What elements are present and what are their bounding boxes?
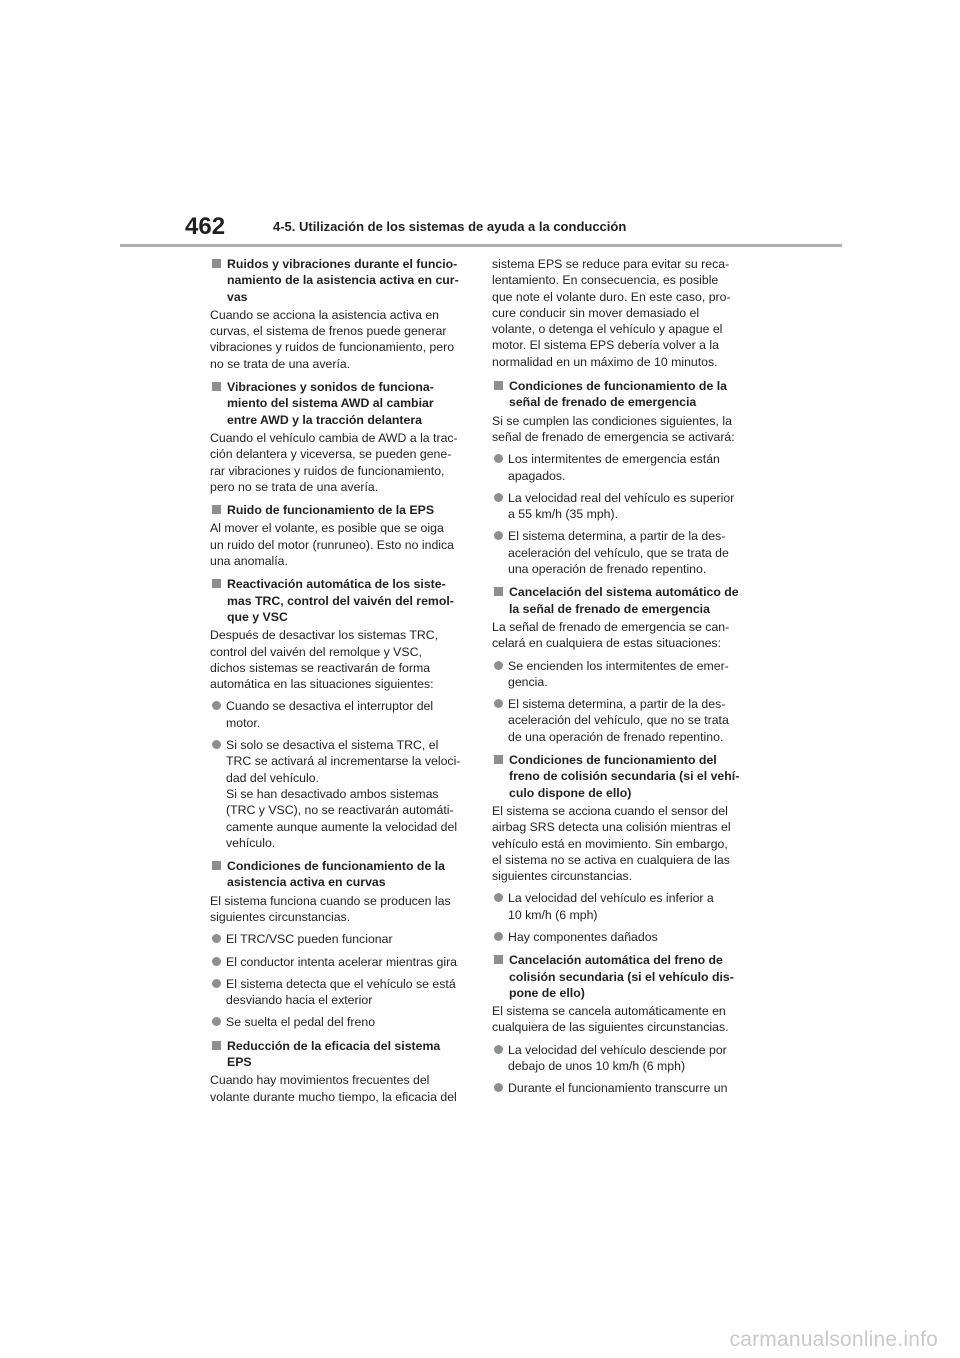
circle-bullet-icon (494, 893, 503, 902)
section (492, 584, 754, 745)
circle-bullet-icon (494, 454, 503, 463)
list-item-text: Se encienden los intermitentes de emer- gencia. (508, 658, 729, 689)
section-heading (210, 576, 470, 625)
circle-bullet-icon (212, 934, 221, 943)
section (492, 378, 754, 577)
section-heading (492, 952, 754, 1001)
section (492, 952, 754, 1096)
left-column (210, 256, 470, 1112)
circle-bullet-icon (494, 1045, 503, 1054)
section-heading-text: Ruido de funcionamiento de la EPS (227, 503, 435, 518)
list-item (210, 931, 470, 947)
section-body: Al mover el volante, es posible que se oiga un ruido del motor (runruneo). Esto no indica una anomalía. (210, 521, 455, 569)
circle-bullet-icon (212, 979, 221, 988)
section (210, 379, 470, 495)
section-body: Cuando el vehículo cambia de AWD a la trac- ción delantera y viceversa, se pueden gene- rar vibraciones y ruidos de funcionamiento, pero no se trata de una avería. (210, 430, 458, 494)
list-item (210, 737, 470, 851)
page-number: 462 (185, 213, 226, 240)
section-body: El sistema se cancela automáticamente en cualquiera de las siguientes circunstancias. (492, 1004, 729, 1035)
circle-bullet-icon (212, 957, 221, 966)
section-heading (210, 379, 470, 428)
list-item (210, 954, 470, 970)
list-item-text: El sistema determina, a partir de la des- aceleración del vehículo, que no se trata de una operación de frenado repentino. (508, 697, 729, 744)
list-item-text: La velocidad del vehículo desciende por debajo de unos 10 km/h (6 mph) (508, 1042, 727, 1074)
section-body: Después de desactivar los sistemas TRC, control del vaivén del remolque y VSC, dichos sistemas se reactivarán de forma automática en las situaciones siguientes: (210, 628, 439, 692)
square-bullet-icon (212, 1041, 221, 1050)
section-body: El sistema funciona cuando se producen las siguientes circunstancias. (210, 893, 451, 924)
list-item (492, 528, 754, 577)
square-bullet-icon (494, 755, 503, 764)
section-heading (210, 502, 470, 518)
square-bullet-icon (494, 955, 503, 964)
right-sections (492, 378, 754, 1097)
list-item (210, 976, 470, 1009)
section-heading (492, 378, 754, 411)
list-item (492, 1042, 754, 1075)
section-heading-text: Reducción de la eficacia del sistema EPS (227, 1038, 441, 1070)
list-item-text: Los intermitentes de emergencia están apagados. (508, 452, 720, 483)
list-item-text: La velocidad real del vehículo es superior a 55 km/h (35 mph). (508, 490, 735, 522)
list-item-text: Si solo se desactiva el sistema TRC, el TRC se activará al incrementarse la veloci- dad del vehículo. Si se han desactivado ambos sistemas (TRC y VSC), no se reactivarán automáti- camente aunque aumente la velocidad del vehículo. (226, 738, 461, 850)
section (210, 502, 470, 569)
section-heading-text: Vibraciones y sonidos de funciona- miento del sistema AWD al cambiar entre AWD y la tracción delantera (227, 380, 434, 427)
section-heading-text: Reactivación automática de los siste- mas TRC, control del vaivén del remol- que y VSC (227, 577, 454, 624)
section-heading-text: Condiciones de funcionamiento del freno de colisión secundaria (si el vehí- culo dispone de ello) (509, 753, 740, 800)
list-item (492, 696, 754, 745)
list-item (492, 929, 754, 945)
right-column (492, 256, 754, 1104)
section-body: El sistema se acciona cuando el sensor del airbag SRS detecta una colisión mientras el vehículo está en movimiento. Sin embargo, el sistema no se activa en cualquiera de las siguientes circunstancias. (492, 803, 731, 884)
section-heading (210, 256, 470, 305)
list-item-text: Cuando se desactiva el interruptor del motor. (226, 699, 434, 730)
list-item (492, 658, 754, 691)
section-heading-text: Condiciones de funcionamiento de la asistencia activa en curvas (227, 859, 445, 890)
list-item-text: El sistema determina, a partir de la des- aceleración del vehículo, que se trata de una operación de frenado repentino. (508, 529, 729, 577)
section-heading-text: Cancelación automática del freno de colisión secundaria (si el vehículo dis- pone de ello) (509, 953, 734, 1000)
header-divider (120, 244, 842, 247)
circle-bullet-icon (494, 493, 503, 502)
list-item (492, 451, 754, 484)
section-body: Cuando hay movimientos frecuentes del volante durante mucho tiempo, la eficacia del (210, 1073, 457, 1104)
square-bullet-icon (212, 382, 221, 391)
list-item (492, 490, 754, 523)
circle-bullet-icon (212, 1017, 221, 1026)
square-bullet-icon (212, 259, 221, 268)
section-heading-text: Cancelación del sistema automático de la señal de frenado de emergencia (509, 585, 739, 616)
section (210, 1038, 470, 1105)
section-heading (210, 858, 470, 891)
section-body: Si se cumplen las condiciones siguientes, la señal de frenado de emergencia se activará: (492, 413, 735, 444)
section (492, 752, 754, 945)
section-heading (492, 584, 754, 617)
list-item (210, 698, 470, 731)
square-bullet-icon (212, 505, 221, 514)
section-heading (492, 752, 754, 801)
section (210, 256, 470, 372)
circle-bullet-icon (212, 740, 221, 749)
list-item-text: Durante el funcionamiento transcurre un (508, 1081, 728, 1096)
circle-bullet-icon (494, 531, 503, 540)
square-bullet-icon (212, 861, 221, 870)
section (210, 576, 470, 851)
circle-bullet-icon (494, 932, 503, 941)
list-item-text: La velocidad del vehículo es inferior a 10 km/h (6 mph) (508, 891, 714, 922)
square-bullet-icon (494, 381, 503, 390)
section-heading-text: Ruidos y vibraciones durante el funcio- namiento de la asistencia activa en cur- vas (227, 257, 459, 304)
list-item (492, 1080, 754, 1096)
list-item (492, 890, 754, 923)
circle-bullet-icon (494, 661, 503, 670)
square-bullet-icon (212, 579, 221, 588)
section-heading-text: Condiciones de funcionamiento de la señal de frenado de emergencia (509, 379, 727, 410)
list-item-text: Se suelta el pedal del freno (226, 1015, 376, 1030)
continuation-text: sistema EPS se reduce para evitar su reca- lentamiento. En consecuencia, es posible que note el volante duro. En este caso, pro- cure conducir sin mover demasiado el volante, o detenga el vehículo y apague el motor. El sistema EPS debería volver a la normalidad en un máximo de 10 minutos. (492, 257, 731, 369)
list-item-text: Hay componentes dañados (508, 929, 658, 944)
square-bullet-icon (494, 587, 503, 596)
section-heading (210, 1038, 470, 1071)
circle-bullet-icon (494, 699, 503, 708)
watermark: carmanualsonline.info (729, 1328, 938, 1351)
list-item-text: El sistema detecta que el vehículo se está desviando hacia el exterior (226, 976, 456, 1008)
list-item (210, 1014, 470, 1030)
chapter-title: 4-5. Utilización de los sistemas de ayuda a la conducción (273, 219, 627, 234)
circle-bullet-icon (212, 701, 221, 710)
circle-bullet-icon (494, 1083, 503, 1092)
section-body: Cuando se acciona la asistencia activa en curvas, el sistema de frenos puede generar vibraciones y ruidos de funcionamiento, pero no se trata de una avería. (210, 307, 455, 371)
section (210, 858, 470, 1031)
list-item-text: El conductor intenta acelerar mientras gira (226, 954, 458, 969)
list-item-text: El TRC/VSC pueden funcionar (226, 932, 393, 947)
section-body: La señal de frenado de emergencia se can- celará en cualquiera de estas situaciones: (492, 619, 730, 651)
